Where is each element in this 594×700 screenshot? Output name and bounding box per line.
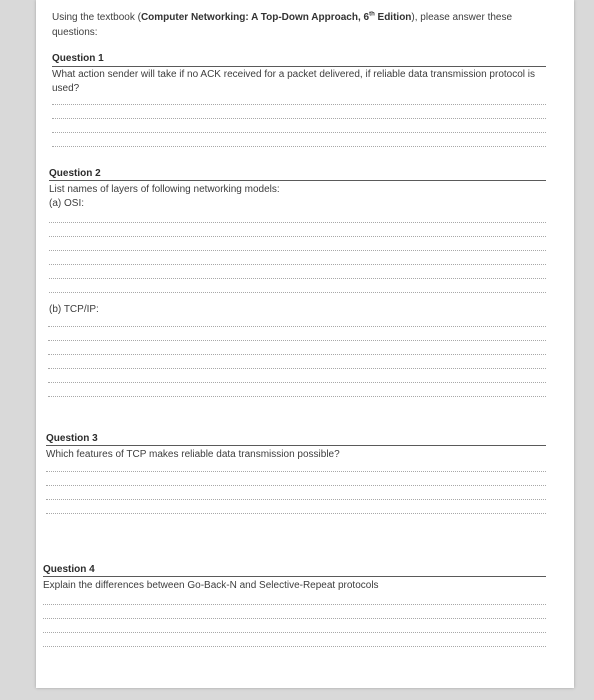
question-3-rule [46,445,546,446]
answer-line[interactable] [46,471,546,472]
answer-line[interactable] [49,222,546,223]
answer-line[interactable] [43,604,546,605]
question-2-heading: Question 2 [49,168,101,179]
answer-line[interactable] [49,250,546,251]
question-3-text: Which features of TCP makes reliable data transmission possible? [46,449,340,460]
answer-line[interactable] [52,118,546,119]
question-4-heading: Question 4 [43,564,95,575]
answer-line[interactable] [48,354,546,355]
question-1-text: What action sender will take if no ACK received for a packet delivered, if reliable data transmission protocol is used? [52,69,536,94]
question-2a-label: (a) OSI: [49,198,85,209]
answer-line[interactable] [52,132,546,133]
answer-line[interactable] [48,368,546,369]
question-4-rule [43,576,546,577]
answer-line[interactable] [43,618,546,619]
question-1-rule [52,66,546,67]
question-4-text: Explain the differences between Go-Back-N and Selective-Repeat protocols [43,580,379,591]
answer-line[interactable] [48,382,546,383]
answer-line[interactable] [46,485,546,486]
answer-line[interactable] [43,632,546,633]
answer-line[interactable] [49,292,546,293]
answer-line[interactable] [48,326,546,327]
instructions-suffix: ), please answer these questions: [52,12,513,38]
textbook-title: Computer Networking: A Top-Down Approach, 6th Edition [140,11,412,23]
answer-line[interactable] [49,264,546,265]
worksheet-page [36,0,574,688]
question-2b-label: (b) TCP/IP: [49,304,99,315]
question-1-heading: Question 1 [52,53,104,64]
answer-line[interactable] [49,236,546,237]
answer-line[interactable] [46,513,546,514]
answer-line[interactable] [52,104,546,105]
instructions-prefix: Using the textbook ( [52,12,141,23]
answer-line[interactable] [52,146,546,147]
answer-line[interactable] [43,646,546,647]
answer-line[interactable] [49,278,546,279]
question-3-heading: Question 3 [46,433,98,444]
question-2-rule [49,180,546,181]
answer-line[interactable] [48,396,546,397]
question-2-text: List names of layers of following networking models: [49,184,280,195]
instructions [52,10,552,40]
answer-line[interactable] [46,499,546,500]
answer-line[interactable] [48,340,546,341]
